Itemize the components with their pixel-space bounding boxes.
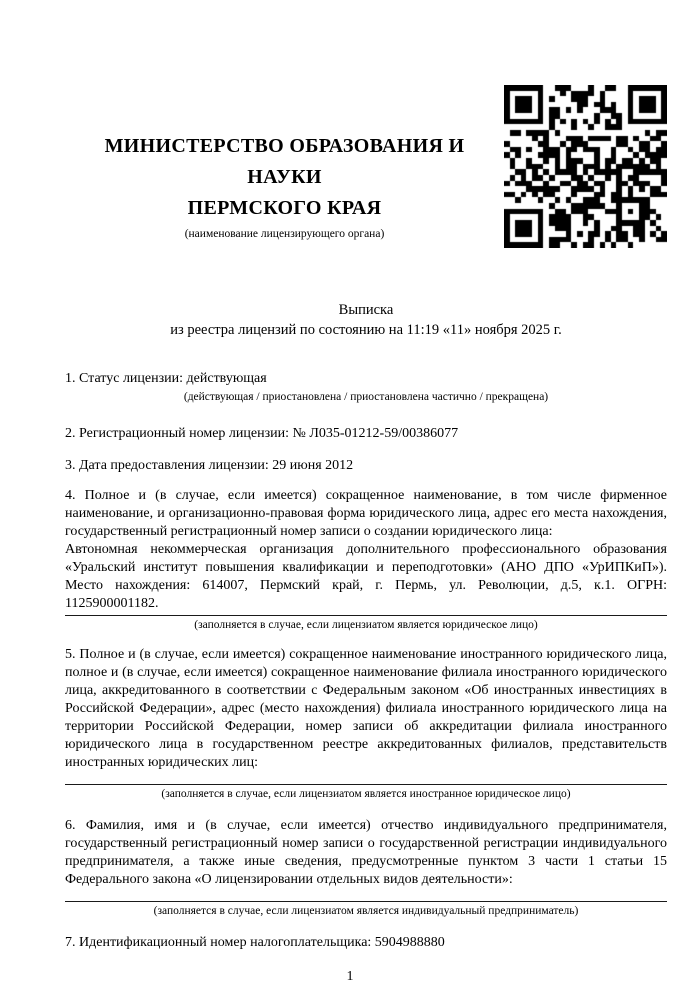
- item-license-status: 1. Статус лицензии: действующая: [65, 371, 267, 386]
- ministry-name-line1: МИНИСТЕРСТВО ОБРАЗОВАНИЯ И НАУКИ: [104, 135, 465, 188]
- document-title: [65, 300, 667, 340]
- item-license-status-caption: (действующая / приостановлена / приостановлена частично / прекращена): [183, 391, 549, 403]
- item-foreign-entity-question: 5. Полное и (в случае, если имеется) сокращенное наименование иностранного юридического лица, полное и (в случае, если имеется) сокращенное наименование филиала иностранного юридического лица, аккредитованного в соответствии с Федеральным законом «Об иностранных инвестициях в Российской Федерации», адрес (место нахождения) филиала иностранного юридического лица на территории Российской Федерации, номер записи об аккредитации филиала иностранного юридического лица в государственном реестре аккредитованных филиалов, представительств иностранных юридических лиц:: [65, 647, 667, 770]
- item-foreign-entity-blank-line: [65, 772, 667, 785]
- document-title-line1: Выписка: [338, 302, 394, 318]
- ministry-name-line2: ПЕРМСКОГО КРАЯ: [187, 197, 382, 219]
- document-body: [65, 370, 667, 952]
- item-grant-date: 3. Дата предоставления лицензии: 29 июня 2012: [65, 458, 354, 473]
- qr-code-icon: [504, 85, 667, 248]
- item-taxpayer-number: 7. Идентификационный номер налогоплательщика: 5904988880: [65, 935, 445, 950]
- page-number: 1: [346, 969, 354, 984]
- item-registration-number: 2. Регистрационный номер лицензии: № Л035-01212-59/00386077: [65, 426, 459, 441]
- item-entrepreneur-blank-line: [65, 889, 667, 902]
- item-entrepreneur-question: 6. Фамилия, имя и (в случае, если имеется) отчество индивидуального предпринимателя, государственный регистрационный номер записи о государственной регистрации индивидуального предпринимателя, а также иные сведения, предусмотренные пунктом 3 части 1 статьи 15 Федерального закона «О лицензировании отдельных видов деятельности»:: [65, 818, 667, 887]
- document-header: [0, 0, 700, 248]
- item-legal-entity-caption: (заполняется в случае, если лицензиатом является юридическое лицо): [194, 619, 538, 631]
- licensing-authority-caption: (наименование лицензирующего органа): [184, 228, 385, 240]
- item-entrepreneur-caption: (заполняется в случае, если лицензиатом является индивидуальный предприниматель): [153, 905, 579, 917]
- item-foreign-entity-caption: (заполняется в случае, если лицензиатом является иностранное юридическое лицо): [161, 788, 571, 800]
- document-title-line2: из реестра лицензий по состоянию на 11:19 «11» ноября 2025 г.: [170, 322, 562, 338]
- item-legal-entity-question: 4. Полное и (в случае, если имеется) сокращенное наименование, в том числе фирменное наименование, и организационно-правовая форма юридического лица, адрес его места нахождения, государственный регистрационный номер записи о создании юридического лица:: [65, 488, 667, 539]
- item-legal-entity-answer: Автономная некоммерческая организация дополнительного профессионального образования «Уральский институт повышения квалификации и переподготовки» (АНО ДПО «УрИПКиП»). Место нахождения: 614007, Пермский край, г. Пермь, ул. Революции, д.5, к.1. ОГРН: 1125900001182.: [65, 541, 667, 616]
- licensing-authority-block: [65, 85, 504, 241]
